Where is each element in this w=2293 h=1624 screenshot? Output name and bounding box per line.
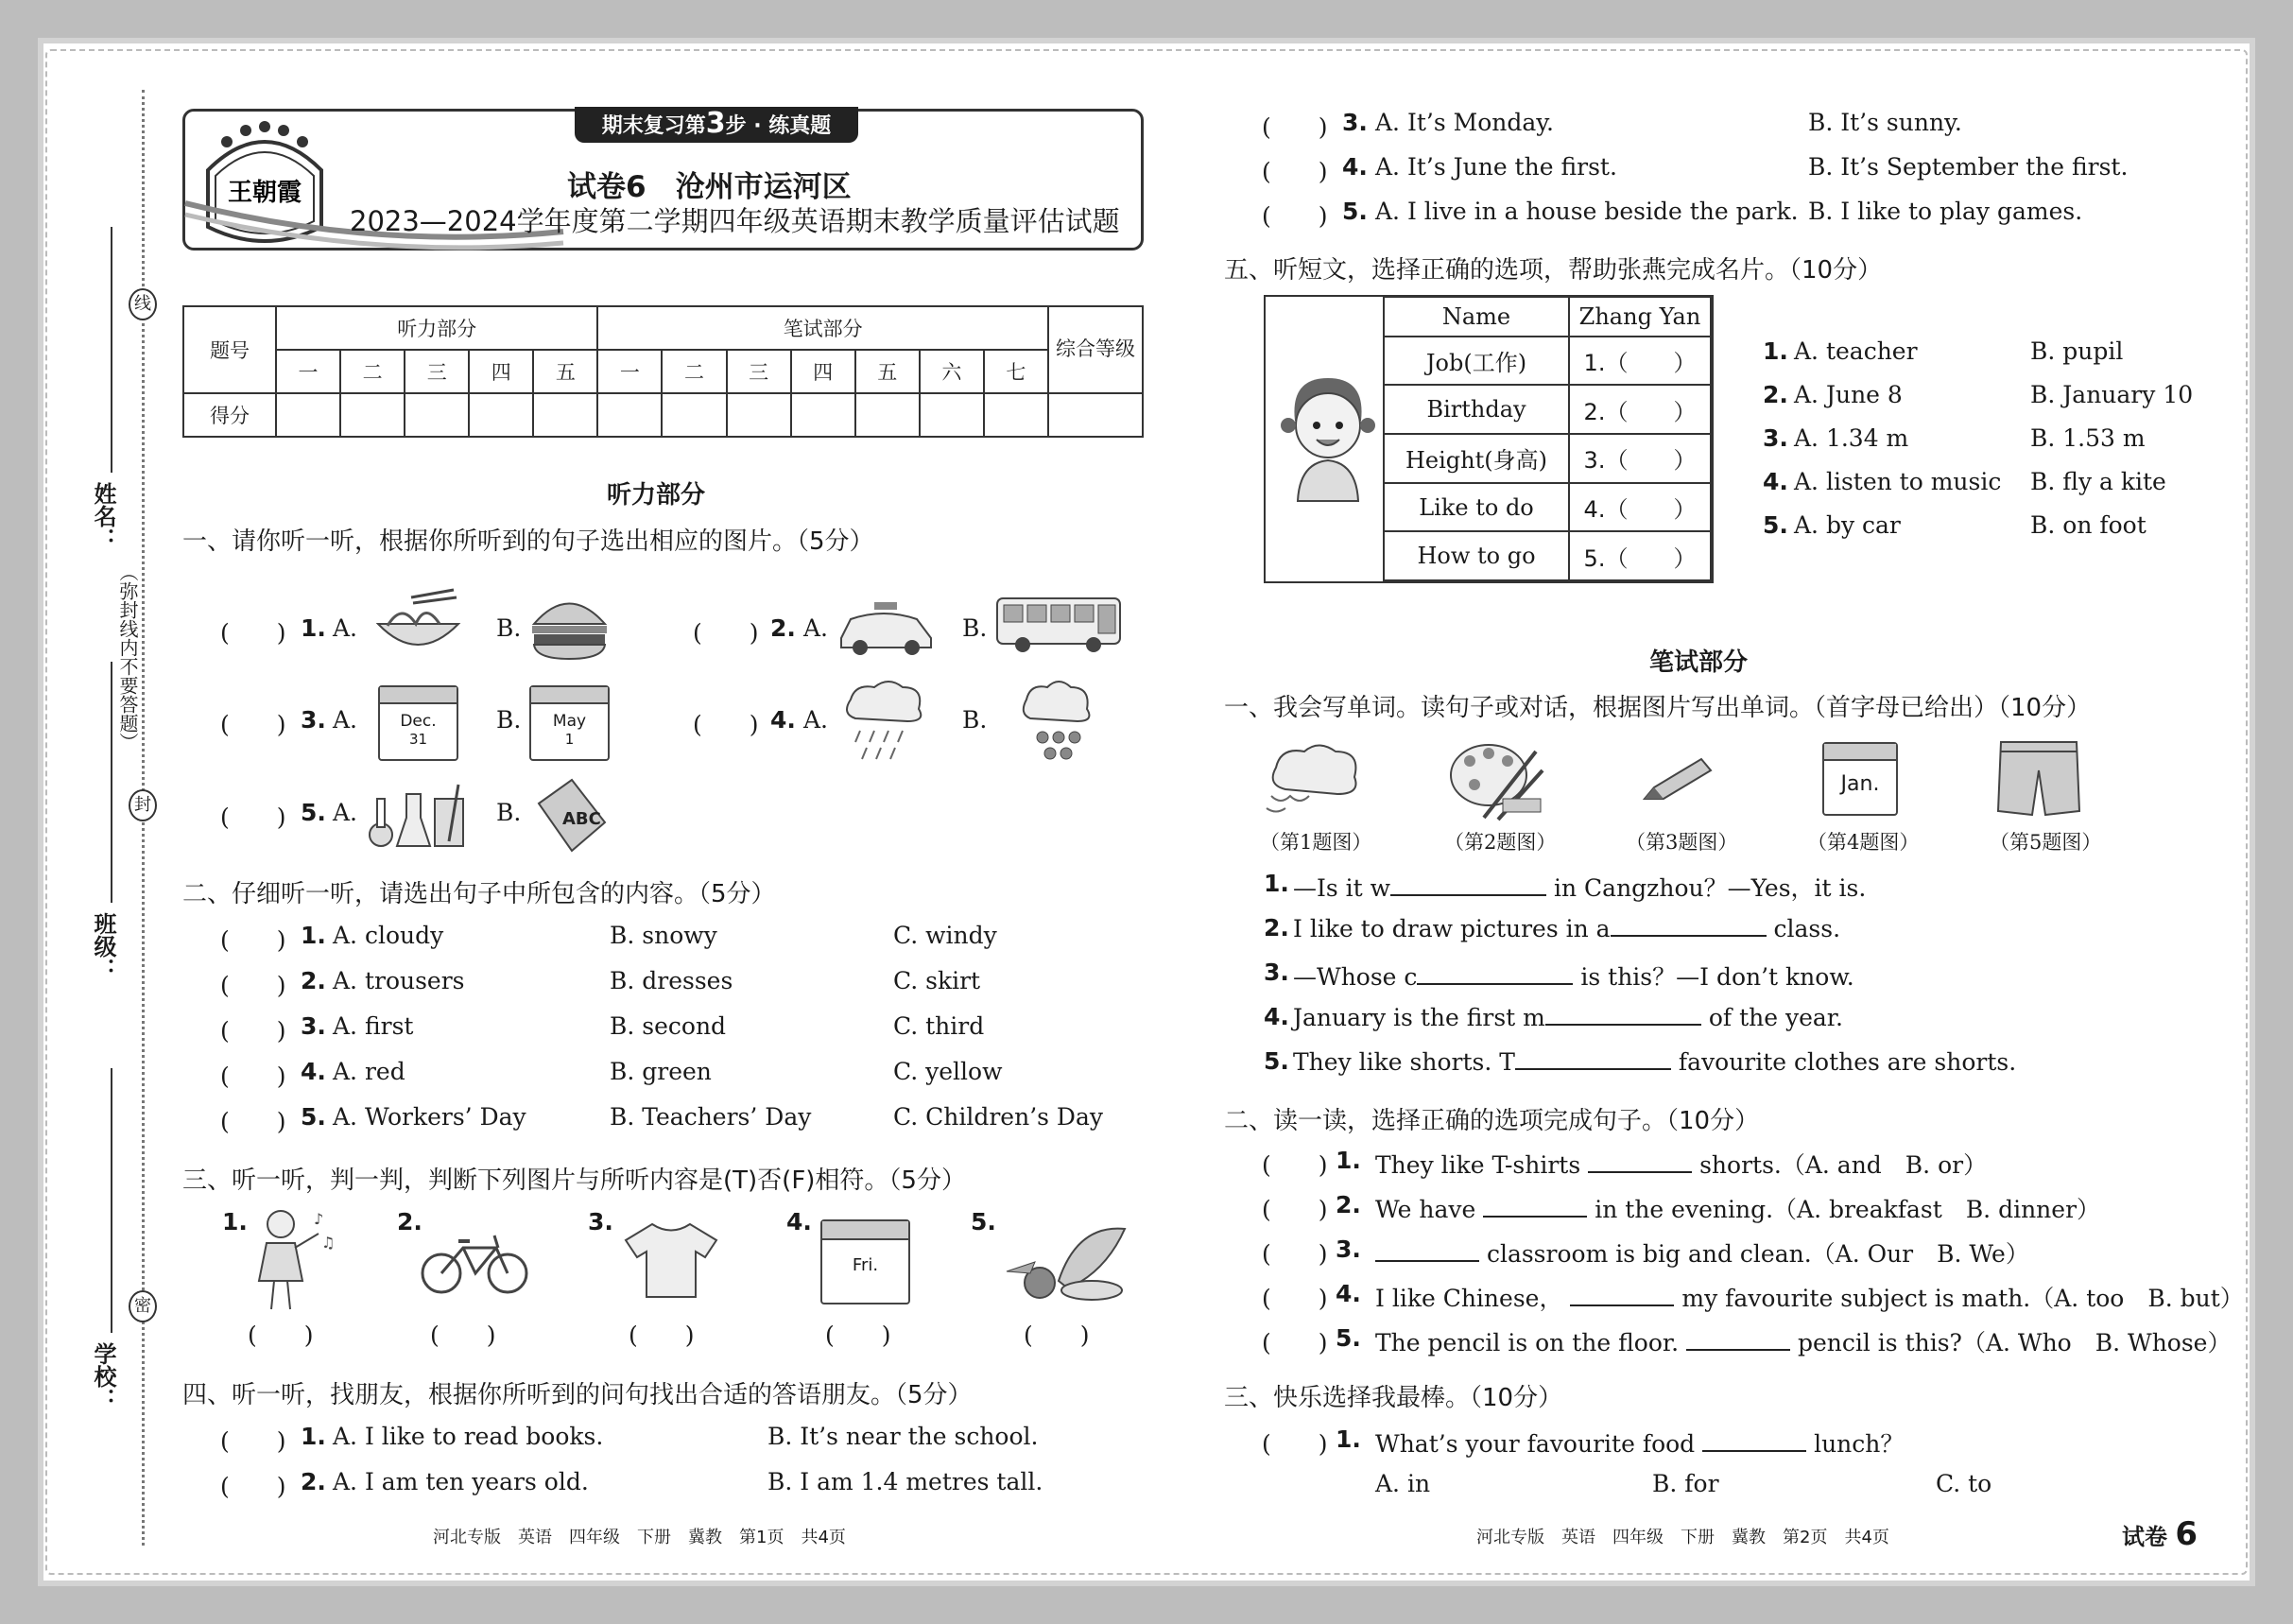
score-col: 一 [597, 350, 662, 393]
answer-bracket[interactable]: ( ) [220, 926, 286, 954]
score-cell[interactable] [276, 393, 340, 437]
score-col: 三 [727, 350, 791, 393]
option-b: B. green [610, 1058, 712, 1085]
lab-equipment-picture [364, 780, 477, 851]
question-number: 1. [222, 1208, 248, 1235]
option-a-label: A. [803, 706, 829, 734]
option-a-label: A. [333, 614, 358, 642]
name-label: 姓名： [90, 482, 116, 550]
answer-blank[interactable] [1417, 962, 1573, 985]
school-line [111, 1068, 112, 1333]
question-text: What’s your favourite food lunch？ [1375, 1430, 1905, 1458]
question-number: 5. [1763, 511, 1788, 539]
school-label: 学校： [90, 1342, 116, 1410]
seal-note: （弥封线内不要答题） [116, 562, 139, 752]
question-text: The pencil is on the floor. pencil is this?（A. Who B. Whose） [1375, 1329, 2232, 1356]
paper-subtitle: 2023—2024学年度第二学期四年级英语期末教学质量评估试题 [350, 205, 1120, 237]
option-b: B. I am 1.4 metres tall. [767, 1468, 1043, 1495]
question-number: 2. [301, 1468, 326, 1495]
question-number: 2. [1763, 381, 1788, 408]
score-col: 五 [855, 350, 920, 393]
question-number: 3. [1342, 109, 1368, 136]
option-b: B. on foot [2030, 511, 2146, 539]
question-text: —Is it w in Cangzhou？—Yes，it is. [1293, 874, 1867, 902]
answer-bracket[interactable]: ( ) [220, 1108, 286, 1135]
score-cell[interactable] [597, 393, 662, 437]
question-number: 2. [1264, 914, 1289, 942]
wind-cloud-picture [1262, 737, 1366, 818]
question-number: 5. [1342, 198, 1368, 225]
art-palette-picture [1446, 733, 1545, 822]
card-label: Birthday [1384, 385, 1569, 434]
option-a: A. in [1375, 1470, 1431, 1497]
calendar-dec31-picture: Dec. 31 [378, 685, 458, 761]
option-a: A. Workers’ Day [333, 1103, 526, 1131]
option-b: B. It’s sunny. [1808, 109, 1962, 136]
score-cell[interactable] [791, 393, 855, 437]
score-col: 六 [920, 350, 984, 393]
review-banner: 期末复习第3步 · 练真题 [575, 107, 858, 143]
seal-mark-feng: 封 [129, 789, 157, 821]
option-b: B. for [1652, 1470, 1719, 1497]
option-a: A. It’s June the first. [1375, 153, 1617, 181]
score-cell[interactable] [984, 393, 1048, 437]
svg-text:♫: ♫ [321, 1234, 336, 1252]
option-b: B. It’s September the first. [1808, 153, 2129, 181]
question-text: I like Chinese， my favourite subject is math.（A. too B. but） [1375, 1285, 2244, 1312]
writing-s3-title: 三、快乐选择我最棒。（10分） [1224, 1384, 1563, 1412]
question-text: We have in the evening.（A. breakfast B. dinner） [1375, 1196, 2101, 1223]
question-number: 5. [301, 799, 326, 826]
option-a: A. 1.34 m [1794, 424, 1909, 452]
question-number: 5. [1336, 1324, 1361, 1352]
card-label: Job(工作) [1384, 337, 1569, 386]
option-b-label: B. [962, 706, 988, 734]
option-a: A. I like to read books. [333, 1423, 604, 1450]
score-cell[interactable] [855, 393, 920, 437]
picture-caption: （第1题图） [1260, 831, 1372, 854]
picture-caption: （第5题图） [1990, 831, 2102, 854]
answer-bracket[interactable]: ( ) [220, 803, 286, 831]
calendar-jan-picture: Jan. [1822, 742, 1898, 816]
question-number: 1. [301, 1423, 326, 1450]
question-number: 1. [1336, 1425, 1361, 1453]
card-value[interactable]: 2.（ ） [1569, 385, 1711, 434]
name-line [111, 227, 112, 473]
score-col: 四 [791, 350, 855, 393]
option-b: B. dresses [610, 967, 733, 994]
card-value[interactable]: 5.（ ） [1569, 531, 1711, 580]
answer-bracket[interactable]: ( ) [220, 711, 286, 738]
answer-blank[interactable] [1375, 1239, 1479, 1262]
svg-text:王朝霞: 王朝霞 [227, 179, 302, 207]
option-a: A. I live in a house beside the park. [1375, 198, 1799, 225]
question-number: 4. [1763, 468, 1788, 495]
card-label: How to go [1384, 531, 1569, 580]
option-b-label: B. [496, 614, 522, 642]
writing-s1-title: 一、我会写单词。读句子或对话，根据图片写出单词。（首字母已给出）（10分） [1224, 694, 2092, 722]
score-cell[interactable] [340, 393, 405, 437]
answer-bracket[interactable]: ( ) [220, 1063, 286, 1090]
score-cell[interactable] [405, 393, 469, 437]
score-table-defen: 得分 [183, 393, 276, 437]
score-table-writing: 笔试部分 [597, 306, 1048, 350]
card-value[interactable]: 4.（ ） [1569, 483, 1711, 532]
footer-left: 河北专版 英语 四年级 下册 冀教 第1页 共4页 [433, 1528, 846, 1547]
option-b: B. fly a kite [2030, 468, 2166, 495]
question-number: 5. [1264, 1047, 1289, 1075]
option-b: B. 1.53 m [2030, 424, 2146, 452]
question-number: 4. [770, 706, 796, 734]
answer-bracket[interactable]: ( ) [693, 619, 759, 647]
option-a: A. listen to music [1794, 468, 2002, 495]
option-a: A. It’s Monday. [1375, 109, 1555, 136]
listening-heading: 听力部分 [607, 481, 706, 510]
question-text: classroom is big and clean.（A. Our B. We） [1375, 1235, 2029, 1270]
score-table-listening: 听力部分 [276, 306, 597, 350]
question-number: 1. [1763, 337, 1788, 365]
noodles-picture [373, 588, 463, 664]
question-number: 1. [301, 922, 326, 949]
picture-caption: （第4题图） [1807, 831, 1920, 854]
answer-blank[interactable] [1611, 914, 1767, 937]
card-value[interactable]: 1.（ ） [1569, 337, 1711, 386]
answer-bracket[interactable]: ( ) [220, 1473, 286, 1500]
answer-bracket[interactable]: ( ) [220, 1017, 286, 1045]
paper-label: 试卷 6 [2122, 1515, 2198, 1553]
option-a: A. red [333, 1058, 405, 1085]
card-label: Name [1384, 297, 1569, 337]
question-text: January is the first m of the year. [1293, 1004, 1843, 1031]
listening-s3-title: 三、听一听，判一判，判断下列图片与所听内容是(T)否(F)相符。（5分） [182, 1166, 966, 1195]
score-table [182, 305, 1144, 438]
answer-blank[interactable] [1545, 1003, 1701, 1026]
girl-singing-picture [248, 1205, 336, 1314]
answer-blank[interactable] [1686, 1328, 1790, 1351]
answer-blank[interactable] [1702, 1429, 1806, 1452]
answer-bracket[interactable]: ( ) [1262, 113, 1328, 141]
shorts-picture [1996, 737, 2081, 818]
score-table-total: 综合等级 [1048, 306, 1143, 393]
bus-picture [994, 596, 1125, 657]
question-text: I like to draw pictures in a class. [1293, 915, 1841, 942]
answer-blank[interactable] [1570, 1284, 1674, 1306]
question-number: 5. [971, 1208, 996, 1235]
question-number: 4. [301, 1058, 326, 1085]
bicycle-picture [421, 1224, 529, 1295]
hamburger-picture [529, 588, 610, 664]
score-cell[interactable] [533, 393, 597, 437]
paper-title: 试卷6 沧州市运河区 [567, 170, 852, 204]
seal-mark-line: 线 [129, 288, 157, 320]
question-number: 3. [1336, 1235, 1361, 1263]
tf-bracket[interactable]: ( ) [629, 1322, 695, 1349]
option-b: B. I like to play games. [1808, 198, 2083, 225]
crayon-picture [1640, 752, 1715, 808]
answer-bracket[interactable]: ( ) [220, 619, 286, 647]
option-b-label: B. [496, 706, 522, 734]
card-label: Like to do [1384, 483, 1569, 532]
question-text: They like shorts. T favourite clothes are shorts. [1293, 1048, 2017, 1076]
question-number: 3. [1763, 424, 1788, 452]
answer-bracket[interactable]: ( ) [1262, 1240, 1328, 1268]
zhang-yan-portrait [1281, 373, 1375, 501]
question-number: 4. [1264, 1003, 1289, 1030]
question-number: 2. [1336, 1191, 1361, 1218]
answer-bracket[interactable]: ( ) [220, 1427, 286, 1455]
score-col: 二 [340, 350, 405, 393]
svg-text:ABC: ABC [562, 809, 601, 829]
option-a: A. trousers [333, 967, 465, 994]
taxi-picture [836, 600, 936, 657]
tf-bracket[interactable]: ( ) [248, 1322, 314, 1349]
card-value: Zhang Yan [1569, 297, 1711, 337]
tf-bracket[interactable]: ( ) [825, 1322, 891, 1349]
tf-bracket[interactable]: ( ) [1024, 1322, 1090, 1349]
answer-bracket[interactable]: ( ) [1262, 202, 1328, 230]
score-cell[interactable] [469, 393, 533, 437]
answer-bracket[interactable]: ( ) [693, 711, 759, 738]
question-number: 3. [1264, 959, 1289, 986]
option-b: B. It’s near the school. [767, 1423, 1039, 1450]
option-b: B. January 10 [2030, 381, 2194, 408]
score-cell[interactable] [662, 393, 726, 437]
tshirt-picture [624, 1219, 718, 1300]
listening-s4-title: 四、听一听，找朋友，根据你所听到的问句找出合适的答语朋友。（5分） [182, 1381, 973, 1409]
card-label: Height(身高) [1384, 434, 1569, 483]
option-a-label: A. [333, 706, 358, 734]
question-number: 3. [301, 706, 326, 734]
score-cell[interactable] [727, 393, 791, 437]
question-number: 5. [301, 1103, 326, 1131]
name-card-table [1383, 296, 1712, 581]
option-b: B. second [610, 1012, 727, 1040]
answer-bracket[interactable]: ( ) [1262, 1196, 1328, 1223]
score-col: 三 [405, 350, 469, 393]
option-b: B. Teachers’ Day [610, 1103, 812, 1131]
card-value[interactable]: 3.（ ） [1569, 434, 1711, 483]
answer-blank[interactable] [1390, 873, 1546, 896]
option-a: A. June 8 [1794, 381, 1903, 408]
question-number: 1. [301, 614, 326, 642]
class-line [111, 662, 112, 903]
calendar-friday-picture: Fri. [820, 1219, 910, 1304]
answer-bracket[interactable]: ( ) [1262, 158, 1328, 185]
question-text: They like T-shirts shorts.（A. and B. or） [1375, 1151, 1988, 1179]
option-b: B. snowy [610, 922, 717, 949]
answer-blank[interactable] [1588, 1150, 1692, 1173]
question-text: —Whose c is this？—I don’t know. [1293, 963, 1854, 991]
score-col: 五 [533, 350, 597, 393]
question-number: 2. [770, 614, 796, 642]
writing-s2-title: 二、读一读，选择正确的选项完成句子。（10分） [1224, 1107, 1760, 1135]
question-number: 2. [301, 967, 326, 994]
score-cell[interactable] [1048, 393, 1143, 437]
calendar-may1-picture: May 1 [529, 685, 610, 761]
option-a-label: A. [803, 614, 829, 642]
score-table-tihao: 题号 [183, 306, 276, 393]
listening-s5-title: 五、听短文，选择正确的选项，帮助张燕完成名片。（10分） [1224, 256, 1883, 285]
abc-book-picture [529, 775, 610, 855]
picture-caption: （第2题图） [1444, 831, 1557, 854]
seal-mark-mi: 密 [129, 1290, 157, 1322]
option-a: A. cloudy [333, 922, 444, 949]
option-a: A. first [333, 1012, 414, 1040]
tf-bracket[interactable]: ( ) [430, 1322, 496, 1349]
score-col: 四 [469, 350, 533, 393]
footer-right: 河北专版 英语 四年级 下册 冀教 第2页 共4页 [1476, 1528, 1889, 1547]
option-c: C. skirt [893, 967, 981, 994]
question-number: 1. [1336, 1147, 1361, 1174]
option-a: A. by car [1794, 511, 1901, 539]
listening-s2-title: 二、仔细听一听，请选出句子中所包含的内容。（5分） [182, 880, 776, 908]
answer-bracket[interactable]: ( ) [220, 972, 286, 999]
writing-heading: 笔试部分 [1649, 648, 1749, 677]
option-a: A. teacher [1794, 337, 1918, 365]
score-col: 一 [276, 350, 340, 393]
answer-bracket[interactable]: ( ) [1262, 1430, 1328, 1458]
answer-bracket[interactable]: ( ) [1262, 1151, 1328, 1179]
score-col: 二 [662, 350, 726, 393]
question-number: 3. [588, 1208, 613, 1235]
option-b-label: B. [496, 799, 522, 826]
option-c: C. to [1936, 1470, 1992, 1497]
option-a-label: A. [333, 799, 358, 826]
option-a: A. I am ten years old. [333, 1468, 589, 1495]
class-label: 班级： [90, 912, 116, 980]
question-number: 4. [1336, 1280, 1361, 1307]
score-col: 七 [984, 350, 1048, 393]
option-c: C. third [893, 1012, 985, 1040]
answer-bracket[interactable]: ( ) [1262, 1285, 1328, 1312]
score-cell[interactable] [920, 393, 984, 437]
snow-cloud-picture [1019, 676, 1095, 766]
svg-text:♪: ♪ [314, 1210, 324, 1228]
vegetables-picture [1002, 1215, 1129, 1304]
option-c: C. windy [893, 922, 997, 949]
rain-cloud-picture [841, 676, 926, 766]
answer-blank[interactable] [1515, 1047, 1671, 1070]
picture-caption: （第3题图） [1626, 831, 1738, 854]
question-number: 1. [1264, 870, 1289, 897]
answer-bracket[interactable]: ( ) [1262, 1329, 1328, 1356]
listening-s1-title: 一、请你听一听，根据你所听到的句子选出相应的图片。（5分） [182, 527, 874, 556]
question-number: 4. [786, 1208, 812, 1235]
question-number: 2. [397, 1208, 422, 1235]
question-number: 3. [301, 1012, 326, 1040]
answer-blank[interactable] [1483, 1195, 1587, 1218]
option-c: C. Children’s Day [893, 1103, 1103, 1131]
option-b-label: B. [962, 614, 988, 642]
option-c: C. yellow [893, 1058, 1003, 1085]
question-number: 4. [1342, 153, 1368, 181]
option-b: B. pupil [2030, 337, 2124, 365]
